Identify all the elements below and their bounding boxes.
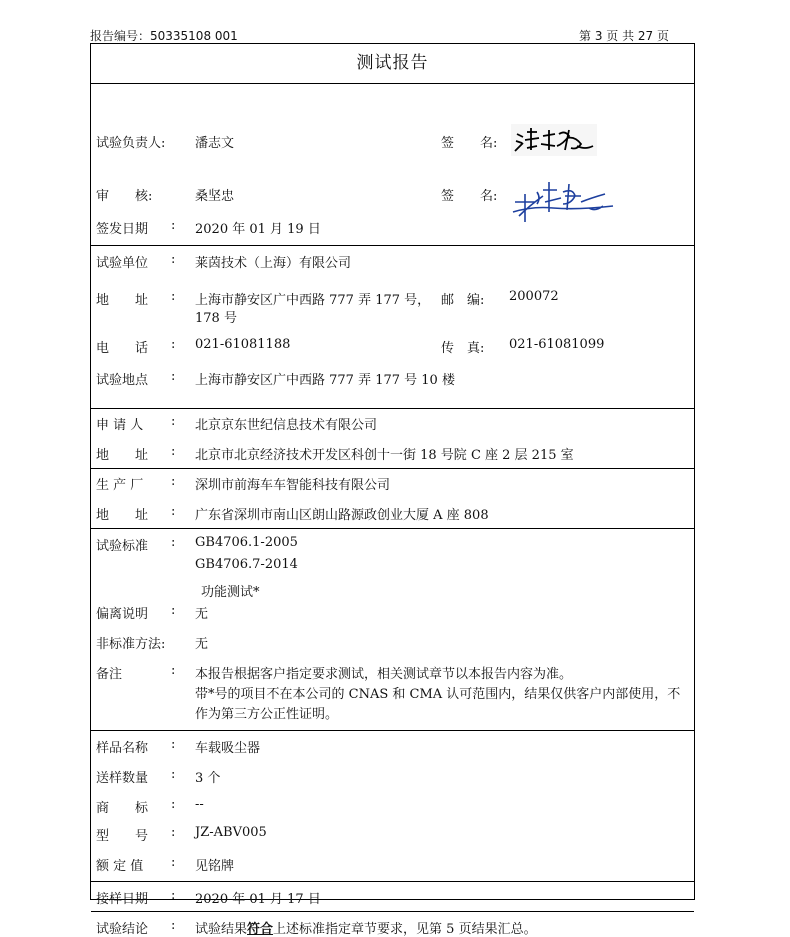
conclusion-label: 试验结论 (96, 922, 149, 937)
deviation-colon: : (171, 603, 176, 618)
sign2-label: 签 名: (441, 189, 498, 204)
signature-reviewer-image (503, 172, 623, 230)
nonstandard-value: 无 (195, 637, 209, 652)
manufacturer-colon: : (171, 474, 176, 489)
sample-name-value: 车载吸尘器 (195, 741, 261, 756)
quantity-colon: : (171, 767, 176, 782)
report-table (90, 44, 695, 937)
received-date-value: 2020 年 01 月 17 日 (195, 892, 321, 907)
section-test-unit (91, 246, 694, 409)
rating-label: 额 定 值 (96, 859, 144, 874)
section-applicant (91, 409, 694, 469)
note-1: 本报告根据客户指定要求测试，相关测试章节以本报告内容为准。 (195, 667, 573, 682)
postcode-label: 邮 编: (441, 293, 485, 308)
conclusion-part-c: 上述标准指定章节要求，见第 5 页结果汇总。 (273, 922, 537, 937)
tester-label: 试验负责人: (96, 136, 166, 151)
test-site-colon: : (171, 369, 176, 384)
phone-label: 电 话 (96, 341, 149, 356)
quantity-value: 3 个 (195, 771, 221, 786)
standard-1: GB4706.1-2005 (195, 535, 298, 550)
page-title: 测试报告 (91, 44, 694, 84)
applicant-address-value: 北京市北京经济技术开发区科创十一街 18 号院 C 座 2 层 215 室 (195, 448, 574, 463)
note-2: 带*号的项目不在本公司的 CNAS 和 CMA 认可范围内，结果仅供客户内部使用，不作为第三方公正性证明。 (195, 687, 681, 722)
unit-value: 莱茵技术（上海）有限公司 (195, 256, 352, 271)
section-responsible (91, 84, 694, 246)
sign-label: 签 名: (441, 136, 498, 151)
unit-colon: : (171, 252, 176, 267)
phone-value: 021-61081188 (195, 337, 291, 352)
applicant-label: 申 请 人 (96, 418, 144, 433)
deviation-value: 无 (195, 607, 209, 622)
reviewer-label: 审 核: (96, 189, 153, 204)
manufacturer-address-colon: : (171, 504, 176, 519)
nonstandard-label: 非标准方法: (96, 637, 166, 652)
tester-value: 潘志文 (195, 136, 235, 151)
postcode-value: 200072 (509, 289, 559, 304)
conclusion-colon: : (171, 918, 176, 933)
model-colon: : (171, 825, 176, 840)
deviation-label: 偏离说明 (96, 607, 149, 622)
address-line1: 上海市静安区广中西路 777 弄 177 号， (195, 293, 431, 308)
standards-colon: : (171, 535, 176, 550)
unit-label: 试验单位 (96, 256, 149, 271)
section-standards (91, 529, 694, 731)
model-label: 型 号 (96, 829, 149, 844)
issue-date-colon: : (171, 218, 176, 233)
rating-colon: : (171, 855, 176, 870)
address-label: 地 址 (96, 293, 149, 308)
trademark-value: -- (195, 797, 204, 812)
issue-date-label: 签发日期 (96, 222, 149, 237)
applicant-colon: : (171, 414, 176, 429)
section-manufacturer (91, 469, 694, 529)
phone-colon: : (171, 337, 176, 352)
quantity-label: 送样数量 (96, 771, 149, 786)
notes-colon: : (171, 663, 176, 678)
report-number: 报告编号：50335108 001 (90, 29, 238, 43)
conclusion-verdict: 符合 (247, 922, 274, 937)
address-line2: 178 号 (195, 311, 237, 326)
trademark-colon: : (171, 797, 176, 812)
standard-2: GB4706.7-2014 (195, 557, 298, 572)
conclusion-part-a: 试验结果 (195, 922, 248, 937)
page-indicator: 第 3 页 共 27 页 (579, 29, 669, 43)
trademark-label: 商 标 (96, 801, 149, 816)
reviewer-value: 桑坚忠 (195, 189, 235, 204)
applicant-address-label: 地 址 (96, 448, 149, 463)
manufacturer-value: 深圳市前海车车智能科技有限公司 (195, 478, 391, 493)
model-value: JZ-ABV005 (195, 825, 267, 840)
rating-value: 见铭牌 (195, 859, 235, 874)
issue-date-value: 2020 年 01 月 19 日 (195, 222, 321, 237)
manufacturer-label: 生 产 厂 (96, 478, 144, 493)
signature-tester-image (511, 124, 597, 156)
manufacturer-address-label: 地 址 (96, 508, 149, 523)
manufacturer-address-value: 广东省深圳市南山区朗山路源政创业大厦 A 座 808 (195, 508, 489, 523)
fax-label: 传 真: (441, 341, 485, 356)
fax-value: 021-61081099 (509, 337, 605, 352)
test-site-label: 试验地点 (96, 373, 149, 388)
standard-3: 功能测试* (201, 585, 260, 600)
sample-name-colon: : (171, 737, 176, 752)
conclusion-text (195, 918, 537, 937)
test-site-value: 上海市静安区广中西路 777 弄 177 号 10 楼 (195, 373, 455, 388)
address-colon: : (171, 289, 176, 304)
received-date-label: 接样日期 (96, 892, 149, 907)
sample-name-label: 样品名称 (96, 741, 149, 756)
section-received (91, 882, 694, 912)
applicant-value: 北京京东世纪信息技术有限公司 (195, 418, 378, 433)
notes-label: 备注 (96, 667, 123, 682)
received-date-colon: : (171, 888, 176, 903)
applicant-address-colon: : (171, 444, 176, 459)
standards-label: 试验标准 (96, 539, 149, 554)
section-sample (91, 731, 694, 882)
